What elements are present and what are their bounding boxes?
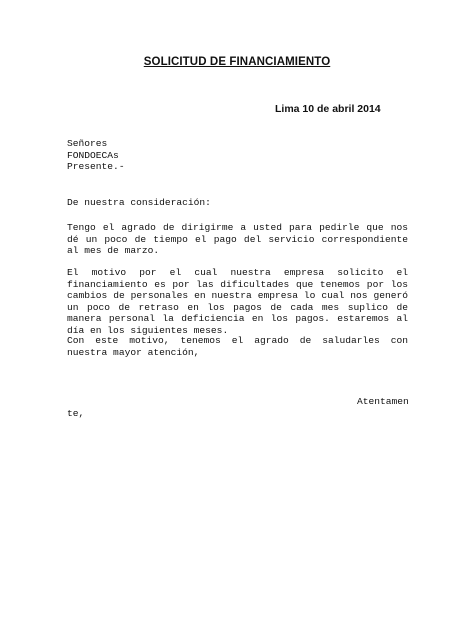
recipient-line: Presente.- bbox=[67, 161, 125, 173]
letter-date: Lima 10 de abril 2014 bbox=[275, 103, 381, 115]
salutation: De nuestra consideración: bbox=[67, 197, 211, 208]
body-paragraph-3: Con este motivo, tenemos el agrado de saludarles con nuestra mayor atención, bbox=[67, 335, 408, 358]
closing-line-1: Atentamen bbox=[357, 396, 409, 407]
document-title: SOLICITUD DE FINANCIAMIENTO bbox=[143, 56, 331, 68]
closing-line-2: te, bbox=[67, 408, 85, 419]
body-paragraph-2: El motivo por el cual nuestra empresa solicito el financiamiento es por las dificultades que tenemos por los cambios de personales en nuestra empresa lo cual nos generó un poco de retraso en los pagos de cada mes suplico de manera personal la deficiencia en los pagos. estaremos al día en los siguientes meses. bbox=[67, 267, 408, 336]
body-paragraph-1: Tengo el agrado de dirigirme a usted para pedirle que nos dé un poco de tiempo el pago del servicio correspondiente al mes de marzo. bbox=[67, 222, 408, 257]
recipient-line: FONDOECAs bbox=[67, 149, 119, 161]
recipient-block bbox=[67, 138, 125, 173]
recipient-line: Señores bbox=[67, 138, 108, 149]
